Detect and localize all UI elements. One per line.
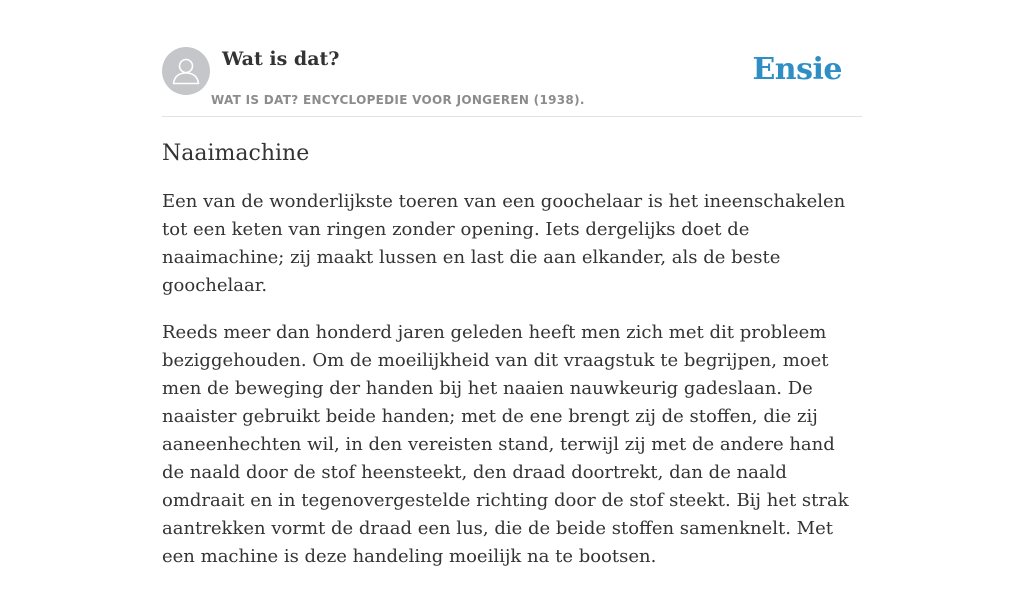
article-paragraph: Reeds meer dan honderd jaren geleden heeft men zich met dit probleem beziggehouden. Om de moeilijkheid van dit vraagstuk te begrijpen, moet men de beweging der handen bij het naaien nauwkeurig gadeslaan. De naaister gebruikt beide handen; met de ene brengt zij de stoffen, die zij aaneenhechten wil, in den vereisten stand, terwijl zij met de andere hand de naald door de stof heensteekt, den draad doortrekt, dan de naald omdraait en in tegenovergestelde richting door de stof steekt. Bij het strak aantrekken vormt de draad een lus, die de beide stoffen samenknelt. Met een machine is deze handeling moeilijk na te bootsen. [162, 322, 849, 567]
article-title: Naaimachine [162, 141, 310, 166]
source-subtitle[interactable]: WAT IS DAT? ENCYCLOPEDIE VOOR JONGEREN (1938). [211, 93, 585, 107]
article [162, 138, 862, 590]
ensie-logo[interactable]: Ensie [752, 52, 842, 87]
source-title[interactable]: Wat is dat? [222, 48, 340, 70]
source-avatar[interactable] [162, 47, 210, 95]
source-header [162, 46, 862, 117]
article-paragraph: Een van de wonderlijkste toeren van een goochelaar is het ineenschakelen tot een keten van ringen zonder opening. Iets dergelijks doet de naaimachine; zij maakt lussen en last die aan elkander, als de beste goochelaar. [162, 191, 846, 296]
user-icon [162, 47, 210, 95]
